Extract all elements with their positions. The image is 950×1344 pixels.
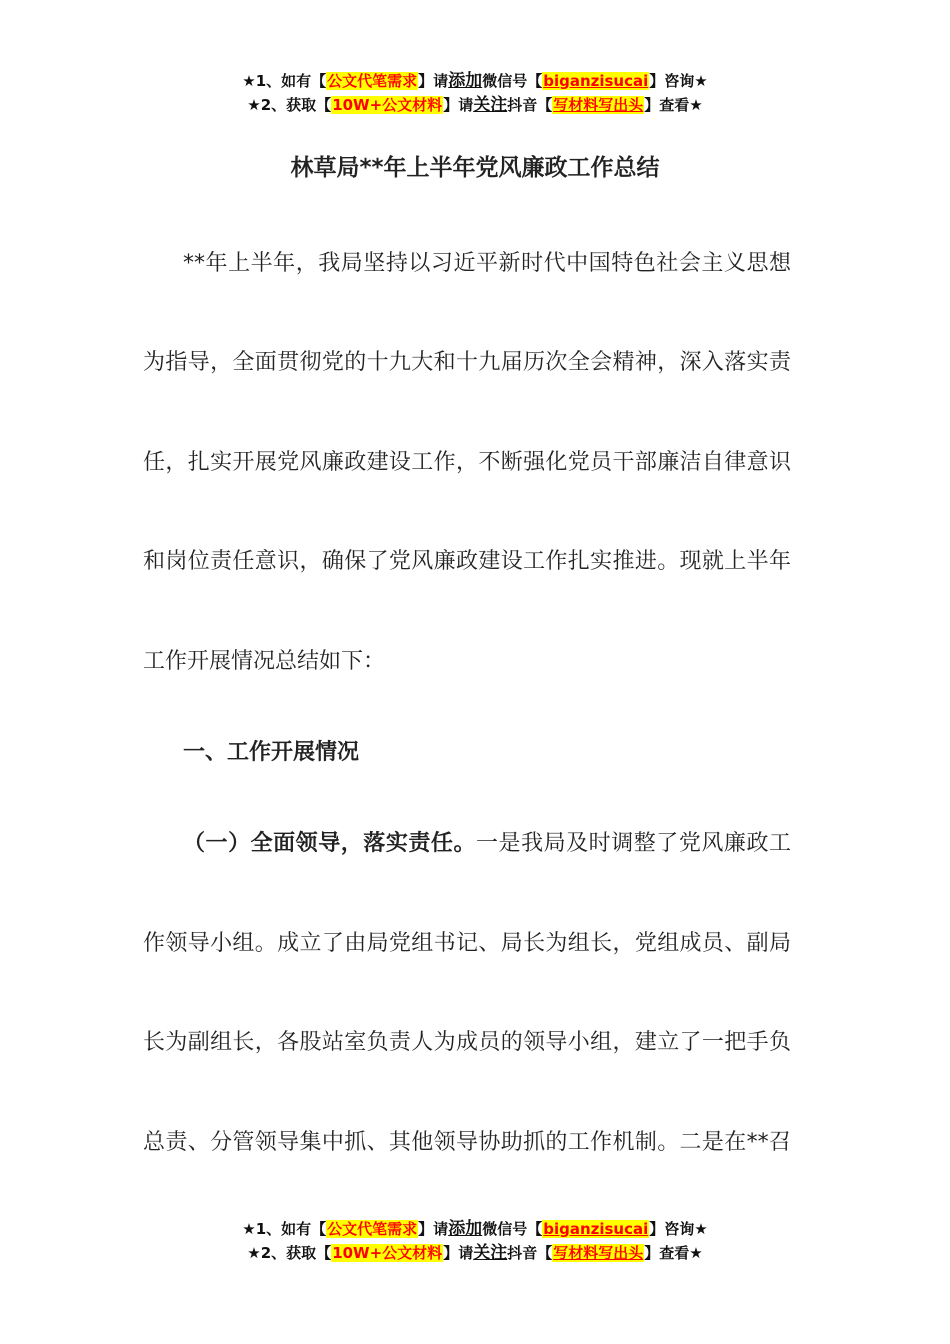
banner-text: ★2、获取【 xyxy=(247,96,332,114)
paragraph-line: 作领导小组。成立了由局党组书记、局长为组长，党组成员、副局 xyxy=(143,931,791,956)
banner-emphasis: 关注 xyxy=(473,1243,508,1263)
banner-highlight-materials: 10W+公文材料 xyxy=(332,1244,443,1262)
banner-text: 】咨询★ xyxy=(649,72,708,90)
paragraph-line: 为指导，全面贯彻党的十九大和十九届历次全会精神，深入落实责 xyxy=(143,350,791,375)
banner-text: ★1、如有【 xyxy=(242,72,327,90)
banner-text: 】请 xyxy=(443,1244,474,1262)
banner-text: 微信号【 xyxy=(482,72,543,90)
banner-highlight-wechat: biganzisucai xyxy=(543,72,649,90)
banner-highlight-service: 公文代笔需求 xyxy=(327,1220,418,1238)
section-heading: 一、工作开展情况 xyxy=(183,740,360,765)
paragraph-line: 和岗位责任意识，确保了党风廉政建设工作扎实推进。现就上半年 xyxy=(143,549,791,574)
paragraph-line: 长为副组长，各股站室负责人为成员的领导小组，建立了一把手负 xyxy=(143,1030,791,1055)
banner-emphasis: 添加 xyxy=(448,1219,483,1239)
subsection-text: 一是我局及时调整了党风廉政工 xyxy=(476,831,791,856)
banner-text: 】查看★ xyxy=(644,96,703,114)
banner-text: 抖音【 xyxy=(507,96,553,114)
banner-emphasis: 关注 xyxy=(473,95,508,115)
paragraph-line: **年上半年，我局坚持以习近平新时代中国特色社会主义思想 xyxy=(183,251,791,276)
banner-highlight-wechat: biganzisucai xyxy=(543,1220,649,1238)
banner-highlight-materials: 10W+公文材料 xyxy=(332,96,443,114)
banner-emphasis: 添加 xyxy=(448,71,483,91)
paragraph-line: 总责、分管领导集中抓、其他领导协助抓的工作机制。二是在**召 xyxy=(143,1130,791,1155)
banner-highlight-service: 公文代笔需求 xyxy=(327,72,418,90)
banner-line-2 xyxy=(0,93,950,117)
banner-text: ★2、获取【 xyxy=(247,1244,332,1262)
banner-line-1 xyxy=(0,69,950,93)
banner-line-2 xyxy=(0,1241,950,1265)
banner-text: 】咨询★ xyxy=(649,1220,708,1238)
bottom-banner xyxy=(0,1217,950,1265)
banner-text: 微信号【 xyxy=(482,1220,543,1238)
paragraph-line: 工作开展情况总结如下： xyxy=(143,649,386,674)
banner-highlight-douyin: 写材料写出头 xyxy=(553,96,644,114)
banner-text: 】请 xyxy=(443,96,474,114)
banner-text: 】请 xyxy=(418,72,449,90)
banner-line-1 xyxy=(0,1217,950,1241)
banner-highlight-douyin: 写材料写出头 xyxy=(553,1244,644,1262)
document-title: 林草局**年上半年党风廉政工作总结 xyxy=(290,155,660,181)
paragraph-line: 任，扎实开展党风廉政建设工作，不断强化党员干部廉洁自律意识 xyxy=(143,450,791,475)
subsection-heading: （一）全面领导，落实责任。 xyxy=(183,831,476,856)
banner-text: ★1、如有【 xyxy=(242,1220,327,1238)
banner-text: 】请 xyxy=(418,1220,449,1238)
banner-text: 】查看★ xyxy=(644,1244,703,1262)
subsection-line xyxy=(183,824,791,864)
top-banner xyxy=(0,69,950,117)
banner-text: 抖音【 xyxy=(507,1244,553,1262)
